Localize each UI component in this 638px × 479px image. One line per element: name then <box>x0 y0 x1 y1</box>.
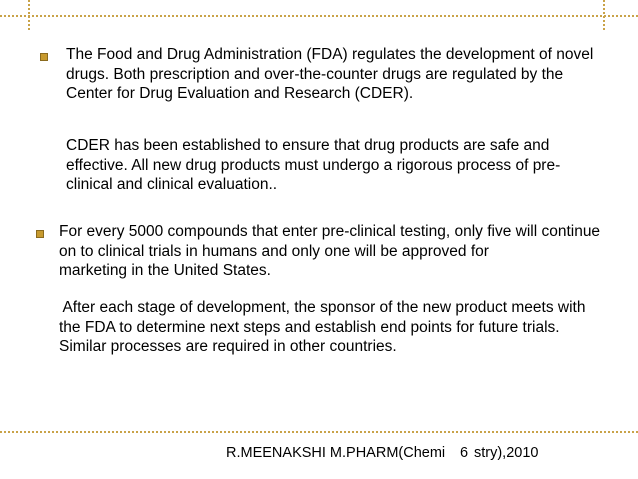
paragraph-2-line-2: the FDA to determine next steps and establish end points for future trials. <box>59 318 560 336</box>
footer-author-left: R.MEENAKSHI M.PHARM(Chemi <box>226 445 446 461</box>
paragraph-2-line-1: After each stage of development, the sponsor of the new product meets with <box>59 299 586 316</box>
paragraph-1-line-1: CDER has been established to ensure that drug products are safe and <box>66 137 550 154</box>
square-bullet-icon <box>36 230 44 238</box>
paragraph-1-line-3: clinical and clinical evaluation.. <box>66 176 278 193</box>
paragraph-1-text <box>66 136 560 195</box>
footer-page-number: 6 <box>460 445 469 461</box>
bullet-2-line-3: marketing in the United States. <box>59 262 271 279</box>
bullet-1-text <box>66 45 593 104</box>
top-dotted-rule <box>0 15 638 17</box>
bottom-dotted-rule <box>0 431 638 433</box>
bullet-1-line-1: The Food and Drug Administration (FDA) regulates the development of novel <box>66 46 594 63</box>
bullet-1-line-3: Center for Drug Evaluation and Research (CDER). <box>66 85 414 102</box>
bullet-2-text <box>59 222 600 281</box>
bullet-2-line-2: on to clinical trials in humans and only one will be approved for <box>59 242 489 260</box>
left-dotted-line <box>28 0 30 30</box>
paragraph-1-line-2: effective. All new drug products must undergo a rigorous process of pre- <box>66 156 561 174</box>
bullet-2-line-1: For every 5000 compounds that enter pre-clinical testing, only five will continue <box>59 223 601 240</box>
paragraph-2-line-3: Similar processes are required in other countries. <box>59 338 397 355</box>
footer-author-right: stry),2010 <box>474 445 539 461</box>
bullet-1-line-2: drugs. Both prescription and over-the-counter drugs are regulated by the <box>66 65 564 83</box>
right-dotted-line <box>603 0 605 30</box>
paragraph-2-text <box>59 298 585 357</box>
square-bullet-icon <box>40 53 48 61</box>
